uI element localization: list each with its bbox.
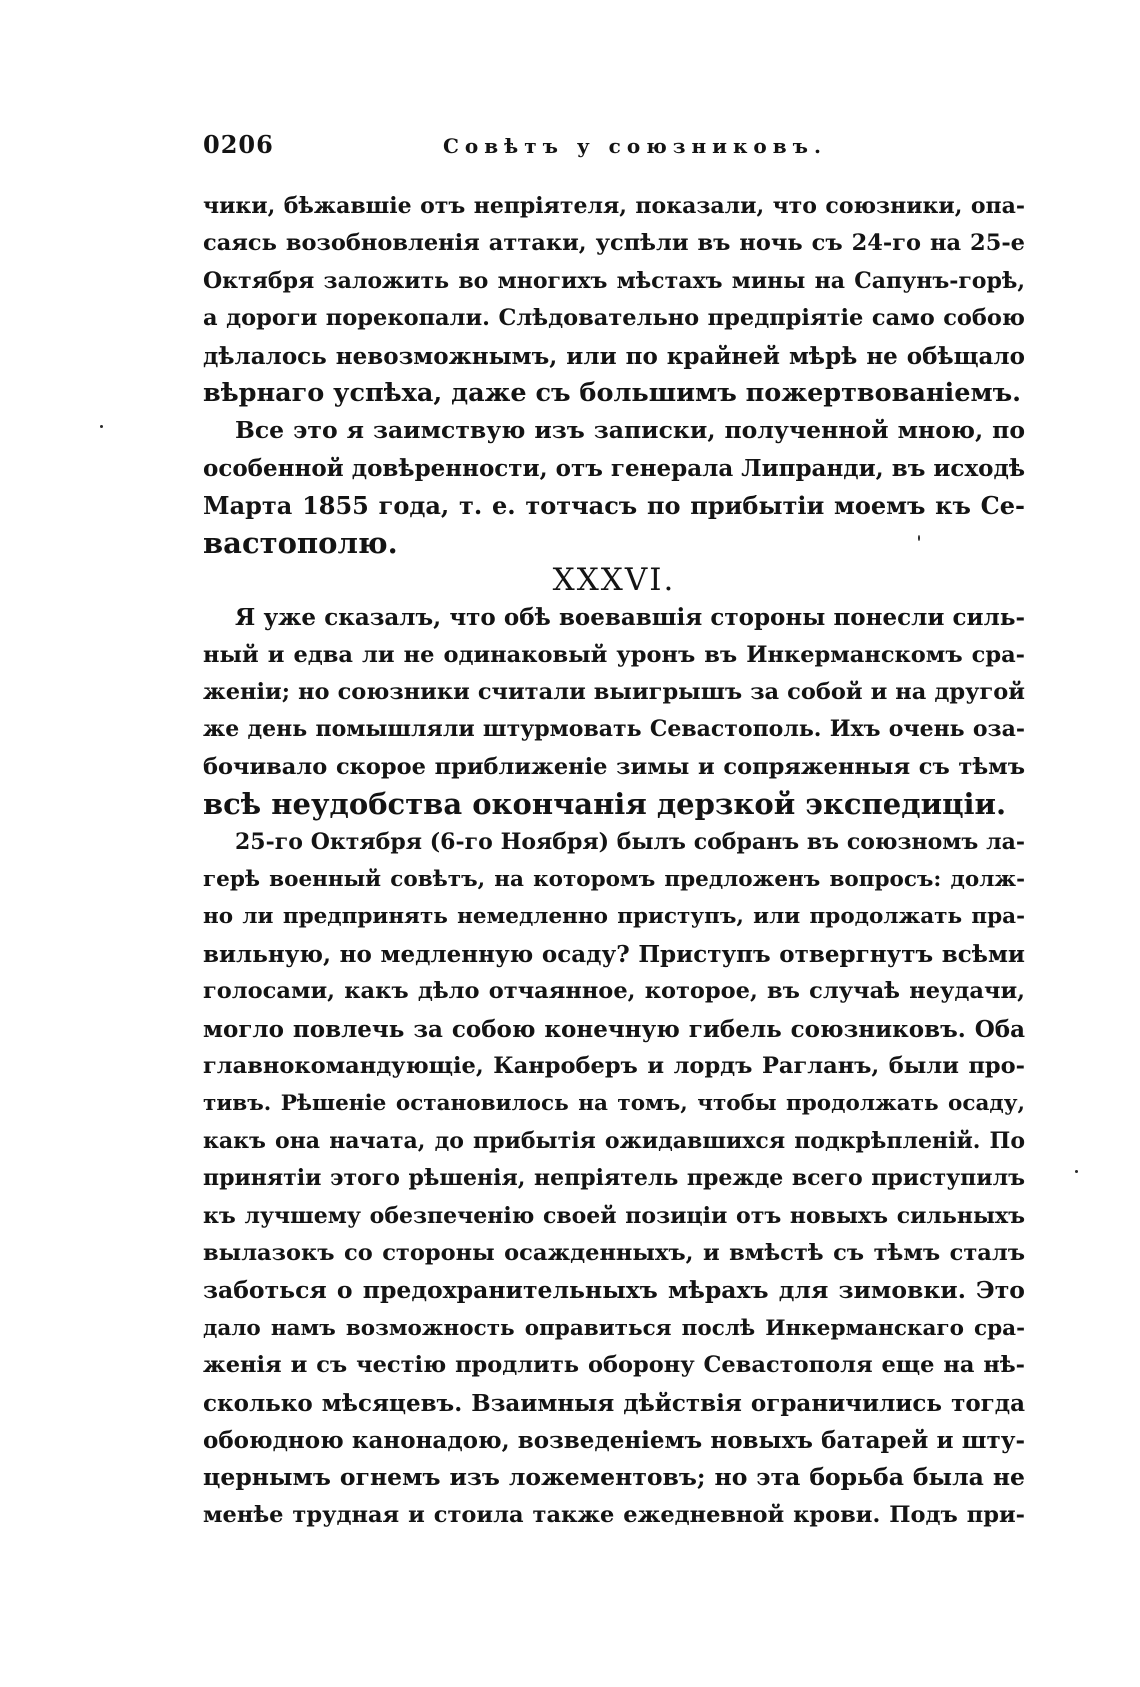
text-line: 25-го Октября (6-го Ноября) былъ собранъ въ союзномъ ла- [235, 828, 1025, 855]
text-line: цернымъ огнемъ изъ ложементовъ; но эта борьба была не [203, 1463, 1025, 1492]
text-line: женія и съ честію продлить оборону Севастополя еще на нѣ- [203, 1352, 1025, 1379]
text-line: особенной довѣренности, отъ генерала Липранди, въ исходѣ [203, 454, 1025, 482]
text-line: менѣе трудная и стоила также ежедневной крови. Подъ при- [203, 1501, 1025, 1528]
text-line: Октября заложить во многихъ мѣстахъ мины на Сапунъ-горѣ, [203, 267, 1025, 294]
text-line: вастополю. [203, 525, 398, 560]
section-heading: XXXVI. [552, 561, 676, 598]
text-line: саясь возобновленія аттаки, успѣли въ ночь съ 24-го на 25-е [203, 230, 1025, 257]
text-line: вылазокъ со стороны осажденныхъ, и вмѣстѣ съ тѣмъ сталъ [203, 1239, 1025, 1266]
text-line: къ лучшему обезпеченію своей позиціи отъ новыхъ сильныхъ [203, 1202, 1025, 1229]
text-line: а дороги порекопали. Слѣдовательно предпріятіе само собою [203, 305, 1025, 332]
text-line: всѣ неудобства окончанія дерзкой экспедиціи. [203, 787, 1007, 822]
scan-speck [100, 425, 103, 428]
text-line: принятіи этого рѣшенія, непріятель прежде всего приступилъ [203, 1165, 1025, 1192]
text-line: дѣлалось невозможнымъ, или по крайней мѣрѣ не обѣщало [203, 342, 1025, 370]
text-line: же день помышляли штурмовать Севастополь. Ихъ очень оза- [203, 716, 1025, 743]
text-line: но ли предпринять немедленно приступъ, или продолжать пра- [203, 904, 1025, 930]
page-header [203, 130, 1025, 160]
scan-speck [918, 535, 920, 541]
text-line: голосами, какъ дѣло отчаянное, которое, въ случаѣ неудачи, [203, 978, 1025, 1005]
text-line: чики, бѣжавшіе отъ непріятеля, показали, что союзники, опа- [203, 193, 1025, 219]
text-line: главнокомандующіе, Канроберъ и лордъ Рагланъ, были про- [203, 1052, 1025, 1079]
text-line: тивъ. Рѣшеніе остановилось на томъ, чтобы продолжать осаду, [203, 1091, 1025, 1117]
text-line: какъ она начата, до прибытія ожидавшихся подкрѣпленій. По [203, 1127, 1025, 1154]
text-line: женіи; но союзники считали выигрышъ за собой и на другой [203, 679, 1025, 706]
text-line: сколько мѣсяцевъ. Взаимныя дѣйствія ограничились тогда [203, 1389, 1025, 1417]
text-line: обоюдною канонадою, возведеніемъ новыхъ батарей и шту- [203, 1426, 1025, 1454]
text-line: могло повлечь за собою конечную гибель союзниковъ. Оба [203, 1015, 1025, 1043]
text-line: Я уже сказалъ, что обѣ воевавшія стороны понесли силь- [235, 604, 1025, 632]
text-line: бочивало скорое приближеніе зимы и сопряженныя съ тѣмъ [203, 753, 1025, 780]
body-text [203, 188, 1025, 1534]
scan-speck [1075, 1170, 1078, 1173]
text-line: вильную, но медленную осаду? Приступъ отвергнутъ всѣми [203, 940, 1025, 968]
page-number: 0206 [203, 130, 274, 159]
running-head: Совѣтъ у союзниковъ. [443, 134, 827, 158]
text-line: дало намъ возможность оправиться послѣ Инкерманскаго сра- [203, 1315, 1025, 1341]
text-line: вѣрнаго успѣха, даже съ большимъ пожертвованіемъ. [203, 377, 1022, 408]
text-line: Все это я заимствую изъ записки, полученной мною, по [235, 416, 1025, 445]
text-line: ный и едва ли не одинаковый уронъ въ Инкерманскомъ сра- [203, 641, 1025, 668]
text-line: герѣ военный совѣтъ, на которомъ предложенъ вопросъ: долж- [203, 867, 1025, 893]
text-line: Марта 1855 года, т. е. тотчасъ по прибытіи моемъ къ Се- [203, 491, 1025, 521]
text-line: заботься о предохранительныхъ мѣрахъ для зимовки. Это [203, 1276, 1025, 1305]
